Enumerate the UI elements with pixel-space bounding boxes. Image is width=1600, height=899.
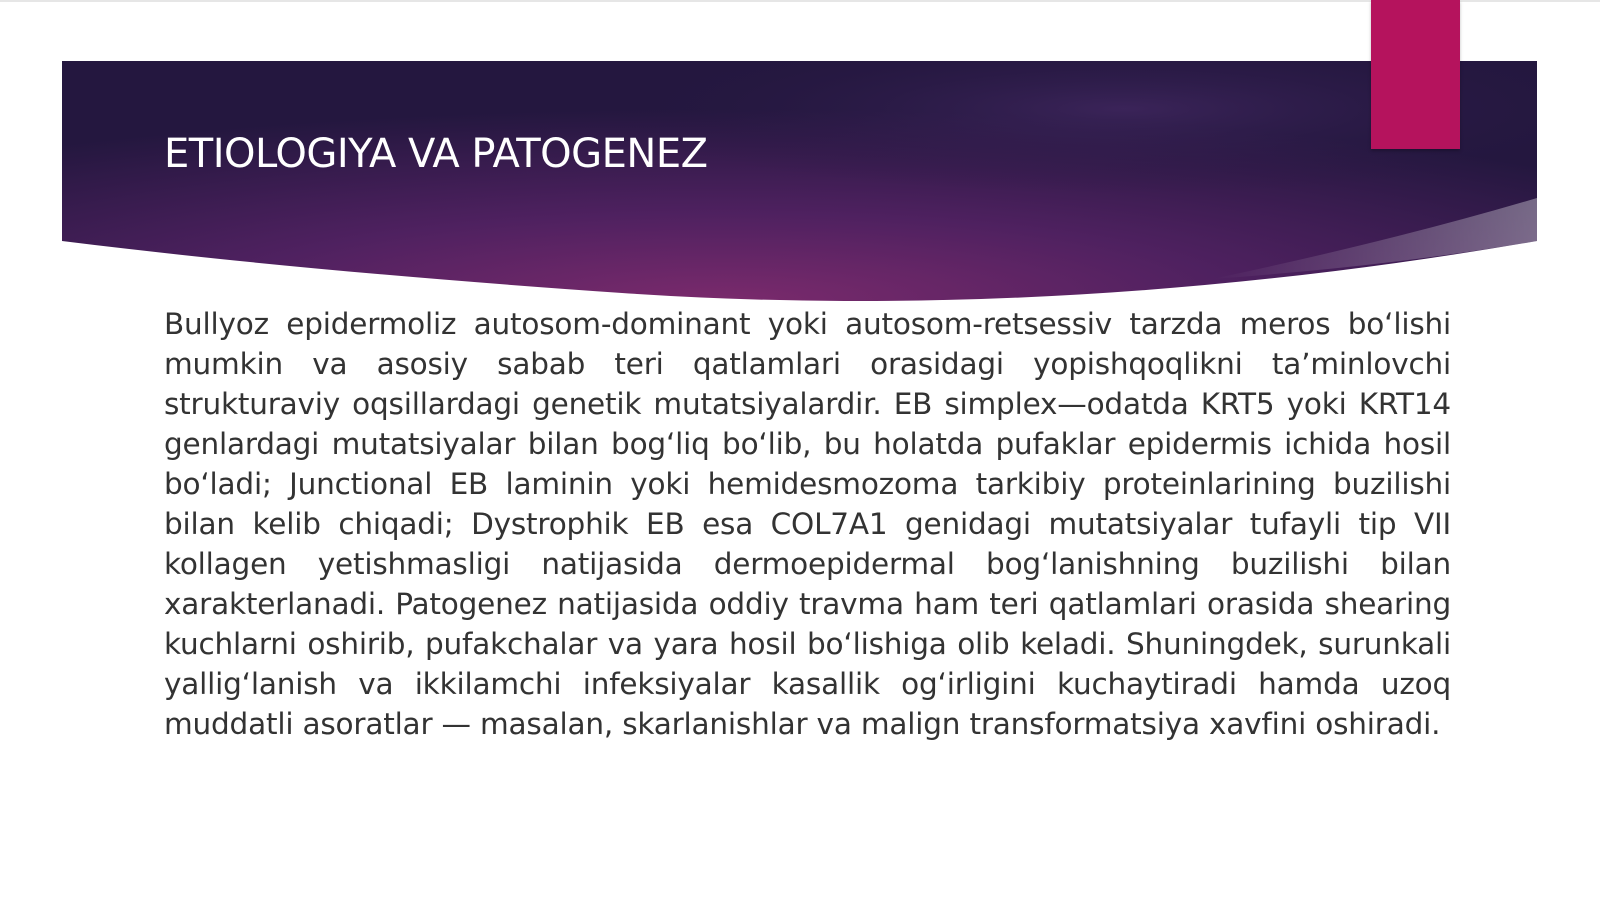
slide-title: ETIOLOGIYA VA PATOGENEZ: [164, 131, 708, 177]
top-divider: [0, 0, 1600, 2]
accent-tab: [1371, 0, 1460, 149]
slide-body-text: Bullyoz epidermoliz autosom-dominant yoki autosom-retsessiv tarzda meros bo‘lishi mumkin va asosiy sabab teri qatlamlari orasidagi yopishqoqlikni ta’minlovchi strukturaviy oqsillardagi genetik mutatsiyalardir. EB simplex—odatda KRT5 yoki KRT14 genlardagi mutatsiyalar bilan bog‘liq bo‘lib, bu holatda pufaklar epidermis ichida hosil bo‘ladi; Junctional EB laminin yoki hemidesmozoma tarkibiy proteinlarining buzilishi bilan kelib chiqadi; Dystrophik EB esa COL7A1 genidagi mutatsiyalar tufayli tip VII kollagen yetishmasligi natijasida dermoepidermal bog‘lanishning buzilishi bilan xarakterlanadi. Patogenez natijasida oddiy travma ham teri qatlamlari orasida shearing kuchlarni oshirib, pufakchalar va yara hosil bo‘lishiga olib keladi. Shuningdek, surunkali yallig‘lanish va ikkilamchi infeksiyalar kasallik og‘irligini kuchaytiradi hamda uzoq muddatli asoratlar — masalan, skarlanishlar va malign transformatsiya xavfini oshiradi.: [164, 307, 1451, 741]
title-banner: [62, 61, 1537, 301]
